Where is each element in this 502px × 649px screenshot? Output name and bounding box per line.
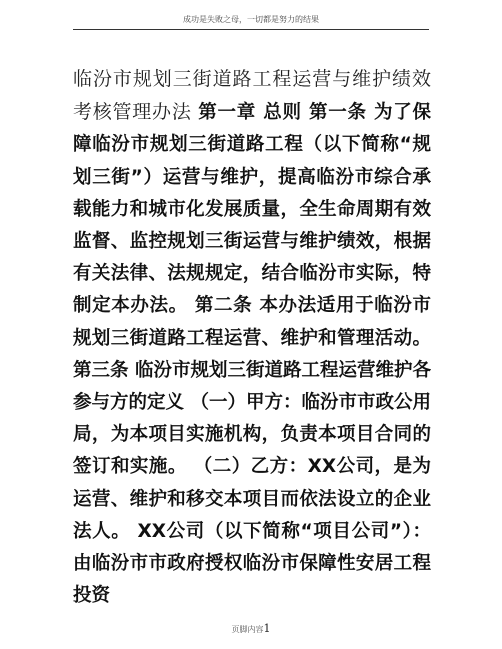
page-header: 成功是失败之母，一切都是努力的结果 [183, 15, 319, 24]
document-body [73, 63, 431, 612]
footer-label: 页脚内容 [231, 625, 264, 634]
document-title: 临汾市规划三街道路工程运营与维护绩效考核管理办法 [73, 68, 431, 124]
header-divider [73, 29, 429, 30]
document-paragraph: 第一章 总则 第一条 为了保障临汾市规划三街道路工程（以下简称“规划三街”）运营与维护，提高临汾市综合承载能力和城市化发展质量，全生命周期有效监督、监控规划三街运营与维护绩效，根据有关法律、法规规定，结合临汾市实际，特制定本办法。 第二条 本办法适用于临汾市规划三街道路工程运营、维护和管理活动。 第三条 临汾市规划三街道路工程运营维护各参与方的定义 （一）甲方：临汾市市政公用局，为本项目实施机构，负责本项目合同的签订和实施。 （二）乙方：XX公司，是为运营、维护和移交本项目而依法设立的企业法人。 XX公司（以下简称“项目公司”）：由临汾市市政府授权临汾市保障性安居工程投资 [73, 102, 431, 607]
page-footer [0, 622, 502, 635]
page-number: 1 [263, 622, 271, 635]
